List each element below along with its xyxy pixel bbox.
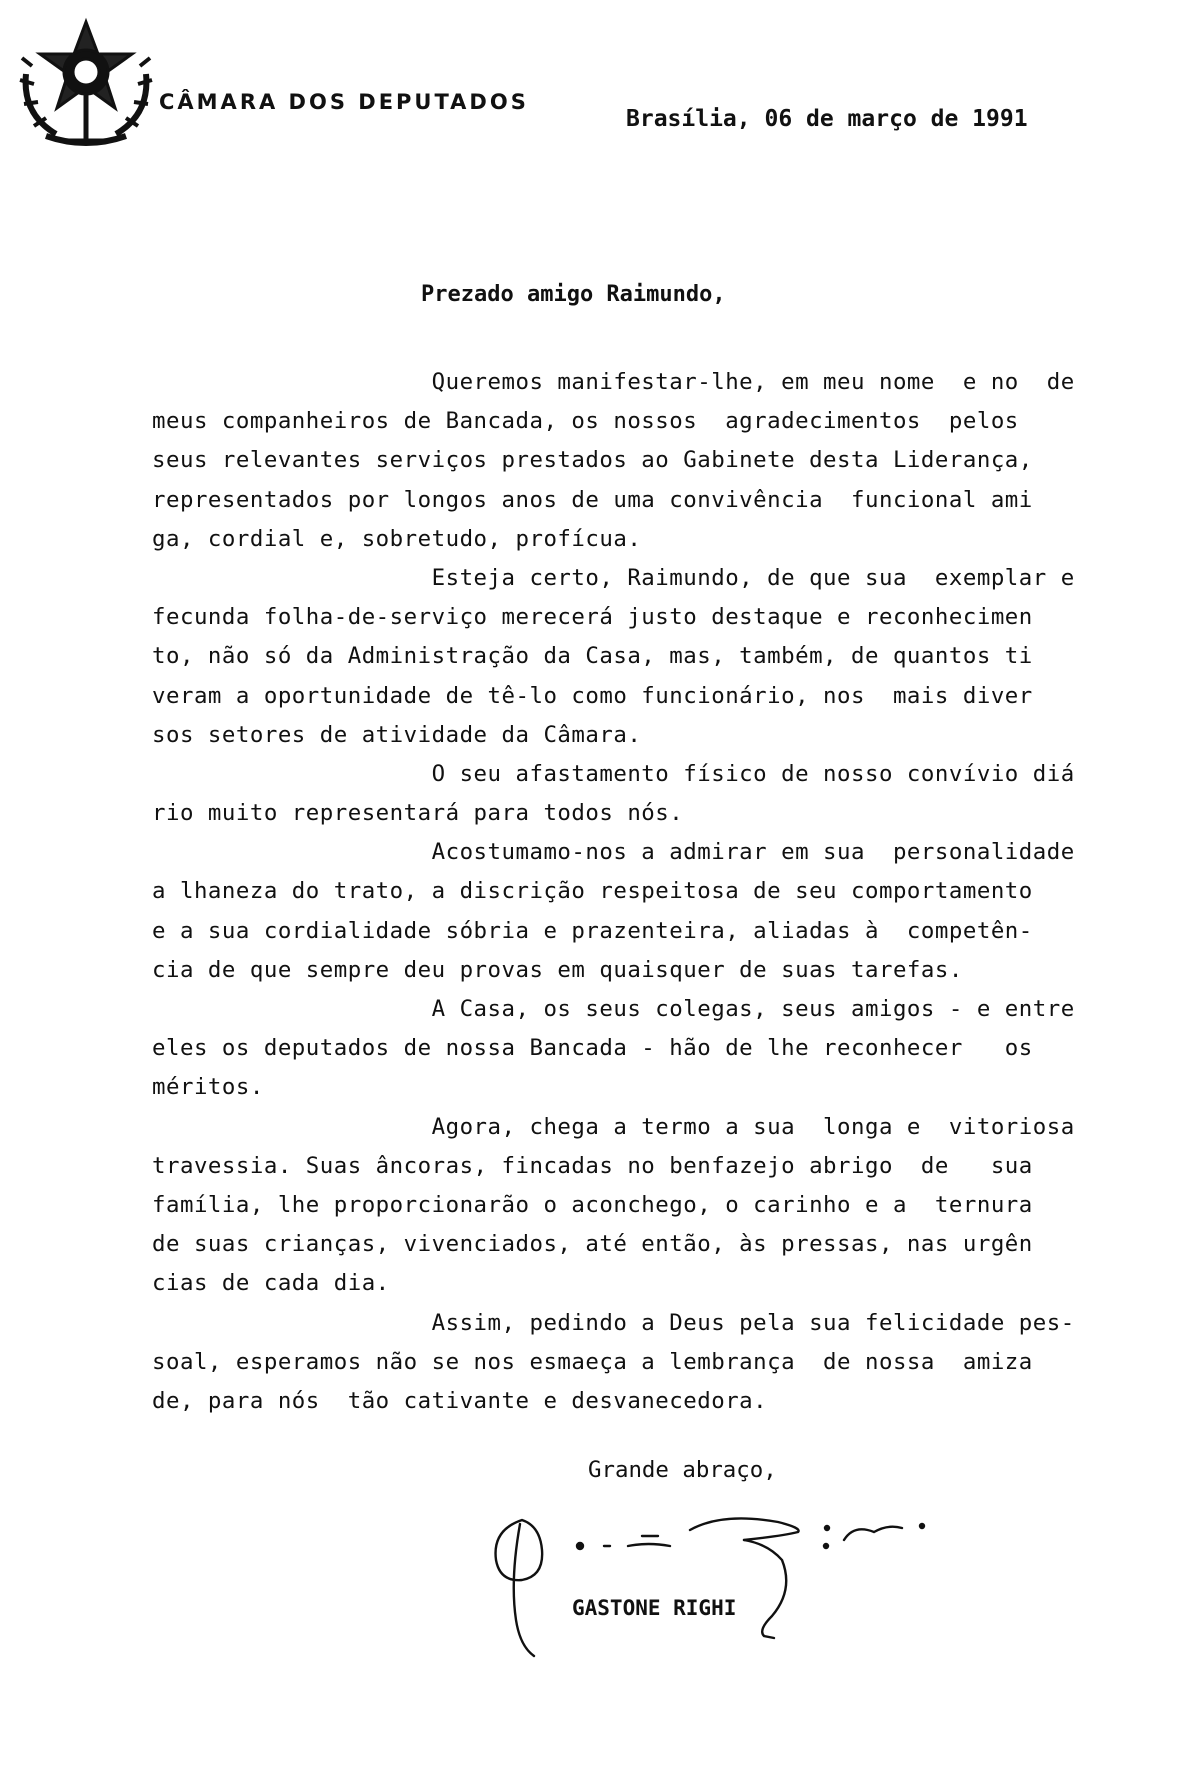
- body-line: cias de cada dia.: [152, 1270, 390, 1297]
- body-line: família, lhe proporcionarão o aconchego, o carinho e a ternura: [152, 1191, 1033, 1218]
- letter-date: Brasília, 06 de março de 1991: [626, 106, 1028, 132]
- body-line: Queremos manifestar-lhe, em meu nome e no de: [152, 369, 1075, 395]
- body-line: Agora, chega a termo a sua longa e vitoriosa: [152, 1113, 1075, 1140]
- body-line: fecunda folha-de-serviço merecerá justo destaque e reconhecimen: [152, 604, 1033, 631]
- body-line: de, para nós tão cativante e desvanecedora.: [152, 1387, 768, 1414]
- body-line: Assim, pedindo a Deus pela sua felicidade pes-: [152, 1309, 1075, 1336]
- signer-name: GASTONE RIGHI: [572, 1596, 737, 1620]
- body-line: seus relevantes serviços prestados ao Gabinete desta Liderança,: [152, 447, 1033, 474]
- body-line: cia de que sempre deu provas em quaisquer de suas tarefas.: [152, 956, 963, 983]
- body-line: a lhaneza do trato, a discrição respeitosa de seu comportamento: [152, 878, 1033, 905]
- body-line: Acostumamo-nos a admirar em sua personalidade: [152, 839, 1075, 866]
- body-line: representados por longos anos de uma convivência funcional ami: [152, 486, 1033, 513]
- coat-of-arms-seal: [16, 14, 156, 154]
- body-line: sos setores de atividade da Câmara.: [152, 721, 642, 748]
- body-line: travessia. Suas âncoras, fincadas no benfazejo abrigo de sua: [152, 1152, 1033, 1179]
- body-line: O seu afastamento físico de nosso convívio diá: [152, 760, 1075, 787]
- letterhead: [16, 14, 776, 154]
- salutation: Prezado amigo Raimundo,: [421, 282, 726, 307]
- body-line: e a sua cordialidade sóbria e prazenteira, aliadas à competên-: [152, 917, 1033, 944]
- body-line: eles os deputados de nossa Bancada - hão de lhe reconhecer os: [152, 1035, 1033, 1062]
- body-line: ga, cordial e, sobretudo, profícua.: [152, 525, 642, 552]
- body-line: to, não só da Administração da Casa, mas, também, de quantos ti: [152, 643, 1033, 670]
- body-line: meus companheiros de Bancada, os nossos agradecimentos pelos: [152, 408, 1019, 435]
- body-line: méritos.: [152, 1074, 264, 1101]
- body-line: rio muito representará para todos nós.: [152, 800, 684, 827]
- body-line: soal, esperamos não se nos esmaeça a lembrança de nossa amiza: [152, 1348, 1033, 1375]
- closing: Grande abraço,: [588, 1457, 777, 1483]
- handwritten-signature: [482, 1510, 962, 1660]
- body-line: Esteja certo, Raimundo, de que sua exemplar e: [152, 564, 1075, 591]
- org-name: CÂMARA DOS DEPUTADOS: [159, 90, 529, 114]
- body-line: A Casa, os seus colegas, seus amigos - e entre: [152, 996, 1075, 1022]
- body-line: veram a oportunidade de tê-lo como funcionário, nos mais diver: [152, 682, 1033, 709]
- letter-body: [152, 363, 1142, 1421]
- body-line: de suas crianças, vivenciados, até então, às pressas, nas urgên: [152, 1231, 1033, 1258]
